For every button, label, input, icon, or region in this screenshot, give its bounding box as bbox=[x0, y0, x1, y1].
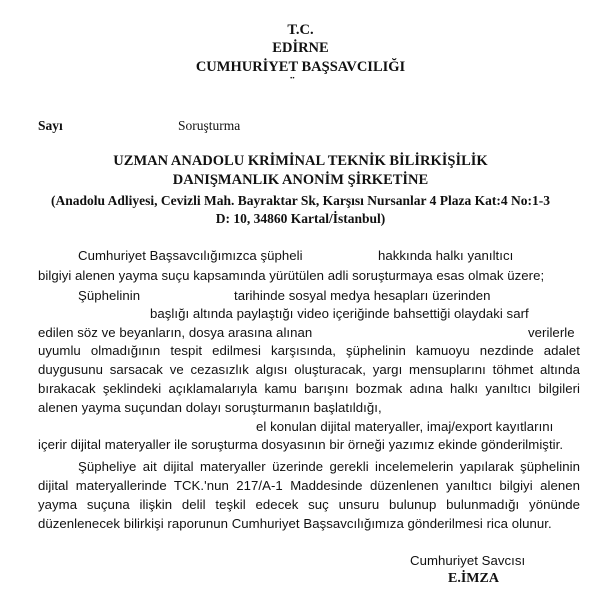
p1-line2: bilgiyi alenen yayma suçu kapsamında yürütülen adli soruşturmaya esas olmak üzere; bbox=[38, 268, 545, 283]
p2-line1-a: Şüphelinin bbox=[78, 288, 141, 303]
header-office: CUMHURİYET BAŞSAVCILIĞI bbox=[195, 59, 406, 75]
p4-line3: yayma suçuna ilişkin delil teşkil edecek suç unsuru bulunup bulunmadığı yönünde bbox=[38, 497, 580, 512]
recipient-line-2: DANIŞMANLIK ANONİM ŞİRKETİNE bbox=[172, 172, 429, 188]
p2-line1-b: tarihinde sosyal medya hesapları üzerinden bbox=[234, 288, 491, 303]
p2-line6: bırakacak şeklindeki açıklamalarıyla kamu barışını bozmak adına halkı yanıltıcı bilgileri bbox=[38, 381, 580, 396]
p3-line1: el konulan dijital materyaller, imaj/export kayıtlarını bbox=[256, 419, 554, 434]
header-tc: T.C. bbox=[287, 22, 314, 38]
p2-line5: duygusunu sarsacak ve cezasızlık algısı oluşturacak, yargı mensuplarını töhmet altında bbox=[38, 362, 580, 377]
p2-line3-a: edilen söz ve beyanların, dosya arasına alınan bbox=[38, 325, 313, 340]
p2-line7: alenen yayma suçundan dolayı soruşturmanın başlatıldığı, bbox=[38, 400, 382, 415]
sayi-value: Soruşturma bbox=[178, 118, 241, 133]
p2-line3-b: verilerle bbox=[528, 325, 575, 340]
signature-title: Cumhuriyet Savcısı bbox=[410, 553, 526, 568]
signature-esign: E.İMZA bbox=[448, 571, 499, 586]
header-city: EDİRNE bbox=[272, 40, 329, 56]
recipient-address-1: (Anadolu Adliyesi, Cevizli Mah. Bayraktar Sk, Karşısı Nursanlar 4 Plaza Kat:4 No:1-3 bbox=[50, 193, 550, 208]
p2-line2: başlığı altında paylaştığı video içeriğinde bahsettiği olaydaki sarf bbox=[150, 306, 529, 321]
sayi-label: Sayı bbox=[38, 118, 63, 133]
p2-line4: uyumlu olmadığının tespit edilmesi karşısında, şüphelinin kamuoyu nezdinde adalet bbox=[38, 343, 580, 358]
p1-line1-a: Cumhuriyet Başsavcılığımızca şüpheli bbox=[78, 248, 303, 263]
p1-line1-b: hakkında halkı yanıltıcı bbox=[378, 248, 514, 263]
header-mark: ¨ bbox=[290, 75, 295, 90]
p4-line1: Şüpheliye ait dijital materyaller üzerinde gerekli incelemelerin yapılarak şüphelinin bbox=[78, 459, 580, 474]
p3-line2: içerir dijital materyaller ile soruşturma dosyasının bir örneği yazımız ekinde gönderilmiştir. bbox=[38, 437, 564, 452]
p4-line2: dijital materyallerinde TCK.'nun 217/A-1 Maddesinde düzenlenen yanıltıcı bilgiyi alenen bbox=[38, 478, 580, 493]
recipient-line-1: UZMAN ANADOLU KRİMİNAL TEKNİK BİLİRKİŞİLİK bbox=[113, 153, 488, 169]
recipient-address-2: D: 10, 34860 Kartal/İstanbul) bbox=[215, 211, 386, 226]
p4-line4: düzenlenecek bilirkişi raporunun Cumhuriyet Başsavcılığımıza gönderilmesi rica olunur. bbox=[38, 516, 552, 531]
